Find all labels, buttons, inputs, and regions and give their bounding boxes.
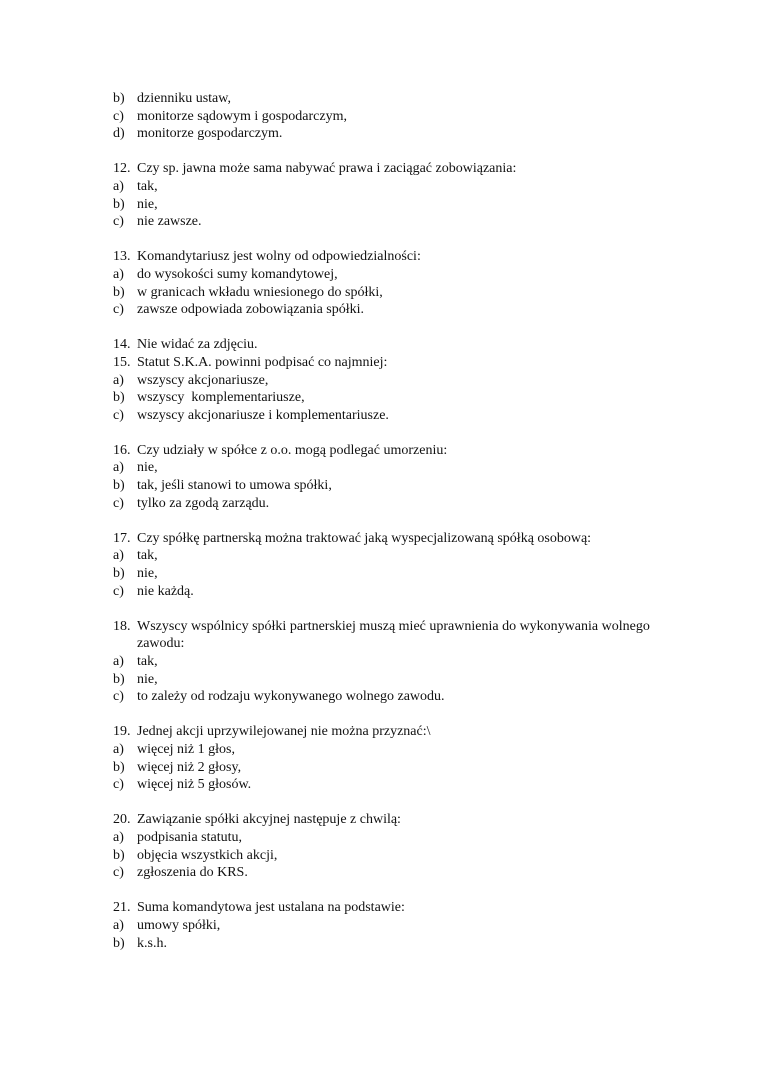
option-text: więcej niż 5 głosów. bbox=[137, 777, 252, 793]
option-label: c) bbox=[113, 407, 124, 423]
option-line bbox=[113, 583, 673, 601]
question-text: Czy udziały w spółce z o.o. mogą podlegać umorzeniu: bbox=[137, 442, 448, 458]
option-label: b) bbox=[113, 935, 125, 951]
option-label: b) bbox=[113, 478, 125, 494]
question-line bbox=[113, 336, 673, 354]
option-line bbox=[113, 125, 673, 143]
option-text: do wysokości sumy komandytowej, bbox=[137, 266, 338, 282]
option-text: dzienniku ustaw, bbox=[137, 91, 231, 106]
option-line bbox=[113, 459, 673, 477]
option-line bbox=[113, 741, 673, 759]
question-13 bbox=[113, 248, 673, 318]
option-label: a) bbox=[113, 654, 124, 669]
question-text: Komandytariusz jest wolny od odpowiedzialności: bbox=[137, 249, 421, 265]
option-label: c) bbox=[113, 302, 124, 318]
option-text: nie, bbox=[137, 196, 158, 212]
option-text: objęcia wszystkich akcji, bbox=[137, 847, 278, 863]
question-line bbox=[113, 442, 673, 460]
option-line bbox=[113, 372, 673, 390]
option-line bbox=[113, 759, 673, 777]
option-label: b) bbox=[113, 759, 125, 775]
option-label: b) bbox=[113, 566, 125, 582]
option-label: c) bbox=[113, 865, 124, 881]
question-list bbox=[113, 90, 673, 952]
option-label: c) bbox=[113, 583, 124, 599]
question-line bbox=[113, 530, 673, 548]
question-number: 20. bbox=[113, 812, 131, 828]
option-label: b) bbox=[113, 196, 125, 212]
option-text: nie, bbox=[137, 460, 158, 476]
option-text: nie, bbox=[137, 566, 158, 582]
option-line bbox=[113, 671, 673, 689]
question-text: Suma komandytowa jest ustalana na podstawie: bbox=[137, 900, 405, 916]
question-text: Zawiązanie spółki akcyjnej następuje z chwilą: bbox=[137, 812, 401, 828]
question-line bbox=[113, 618, 673, 653]
question-text: Czy spółkę partnerską można traktować jaką wyspecjalizowaną spółką osobową: bbox=[137, 530, 592, 546]
option-line bbox=[113, 407, 673, 425]
option-label: c) bbox=[113, 777, 124, 793]
intro-options bbox=[113, 90, 673, 143]
option-text: nie zawsze. bbox=[137, 214, 202, 230]
option-line bbox=[113, 266, 673, 284]
option-line bbox=[113, 108, 673, 126]
option-label: a) bbox=[113, 266, 124, 282]
option-label: a) bbox=[113, 741, 124, 757]
question-text: Wszyscy wspólnicy spółki partnerskiej muszą mieć uprawnienia do wykonywania wolnego zawodu: bbox=[137, 618, 650, 652]
question-number: 17. bbox=[113, 530, 131, 546]
option-text: więcej niż 2 głosy, bbox=[137, 759, 242, 775]
option-label: d) bbox=[113, 126, 125, 142]
option-label: c) bbox=[113, 495, 124, 511]
option-line bbox=[113, 389, 673, 407]
option-text: tak, jeśli stanowi to umowa spółki, bbox=[137, 478, 332, 494]
option-line bbox=[113, 688, 673, 706]
question-line bbox=[113, 160, 673, 178]
option-text: tak, bbox=[137, 548, 158, 564]
option-text: umowy spółki, bbox=[137, 917, 221, 933]
option-label: a) bbox=[113, 460, 124, 476]
question-line bbox=[113, 723, 673, 741]
option-line bbox=[113, 90, 673, 108]
option-label: a) bbox=[113, 917, 124, 933]
option-label: a) bbox=[113, 548, 124, 564]
question-17 bbox=[113, 530, 673, 600]
question-number: 12. bbox=[113, 161, 131, 177]
option-text: wszyscy komplementariusze, bbox=[137, 390, 305, 406]
option-text: nie każdą. bbox=[137, 583, 194, 599]
question-line bbox=[113, 811, 673, 829]
option-text: k.s.h. bbox=[137, 935, 167, 951]
question-number: 16. bbox=[113, 442, 131, 458]
option-label: b) bbox=[113, 671, 125, 687]
question-text: Statut S.K.A. powinni podpisać co najmniej: bbox=[137, 354, 388, 370]
option-line bbox=[113, 917, 673, 935]
question-19 bbox=[113, 723, 673, 793]
question-number: 14. bbox=[113, 337, 131, 353]
option-line bbox=[113, 565, 673, 583]
option-text: monitorze sądowym i gospodarczym, bbox=[137, 108, 347, 124]
option-label: b) bbox=[113, 390, 125, 406]
option-line bbox=[113, 653, 673, 671]
option-label: a) bbox=[113, 372, 124, 388]
option-label: b) bbox=[113, 284, 125, 300]
option-label: c) bbox=[113, 689, 124, 705]
option-line bbox=[113, 935, 673, 953]
question-number: 13. bbox=[113, 249, 131, 265]
question-text: Nie widać za zdjęciu. bbox=[137, 337, 258, 353]
option-label: a) bbox=[113, 178, 124, 194]
option-text: to zależy od rodzaju wykonywanego wolnego zawodu. bbox=[137, 689, 445, 705]
option-line bbox=[113, 301, 673, 319]
question-line bbox=[113, 354, 673, 372]
option-text: wszyscy akcjonariusze, bbox=[137, 372, 269, 388]
question-line bbox=[113, 248, 673, 266]
option-label: c) bbox=[113, 108, 124, 124]
option-text: więcej niż 1 głos, bbox=[137, 741, 235, 757]
option-line bbox=[113, 847, 673, 865]
question-14 bbox=[113, 336, 673, 354]
option-line bbox=[113, 178, 673, 196]
option-line bbox=[113, 213, 673, 231]
option-line bbox=[113, 829, 673, 847]
option-text: nie, bbox=[137, 671, 158, 687]
option-line bbox=[113, 547, 673, 565]
option-text: zawsze odpowiada zobowiązania spółki. bbox=[137, 302, 365, 318]
option-line bbox=[113, 495, 673, 513]
question-line bbox=[113, 899, 673, 917]
option-label: a) bbox=[113, 829, 124, 845]
question-text: Czy sp. jawna może sama nabywać prawa i zaciągać zobowiązania: bbox=[137, 161, 517, 177]
option-text: tylko za zgodą zarządu. bbox=[137, 495, 270, 511]
question-number: 18. bbox=[113, 618, 131, 634]
question-18 bbox=[113, 618, 673, 706]
question-16 bbox=[113, 442, 673, 512]
option-line bbox=[113, 477, 673, 495]
option-label: b) bbox=[113, 847, 125, 863]
question-number: 15. bbox=[113, 354, 131, 370]
option-text: w granicach wkładu wniesionego do spółki, bbox=[137, 284, 383, 300]
option-line bbox=[113, 776, 673, 794]
question-20 bbox=[113, 811, 673, 881]
question-21 bbox=[113, 899, 673, 952]
question-number: 21. bbox=[113, 900, 131, 916]
question-number: 19. bbox=[113, 724, 131, 740]
option-line bbox=[113, 284, 673, 302]
option-text: zgłoszenia do KRS. bbox=[137, 865, 248, 881]
option-text: wszyscy akcjonariusze i komplementariusze. bbox=[137, 407, 389, 423]
question-text: Jednej akcji uprzywilejowanej nie można przyznać:\ bbox=[137, 724, 431, 740]
option-text: podpisania statutu, bbox=[137, 829, 242, 845]
option-label: c) bbox=[113, 214, 124, 230]
option-text: tak, bbox=[137, 654, 158, 669]
option-line bbox=[113, 196, 673, 214]
option-text: monitorze gospodarczym. bbox=[137, 126, 283, 142]
question-12 bbox=[113, 160, 673, 230]
option-label: b) bbox=[113, 91, 125, 106]
option-text: tak, bbox=[137, 178, 158, 194]
question-15 bbox=[113, 354, 673, 424]
option-line bbox=[113, 864, 673, 882]
